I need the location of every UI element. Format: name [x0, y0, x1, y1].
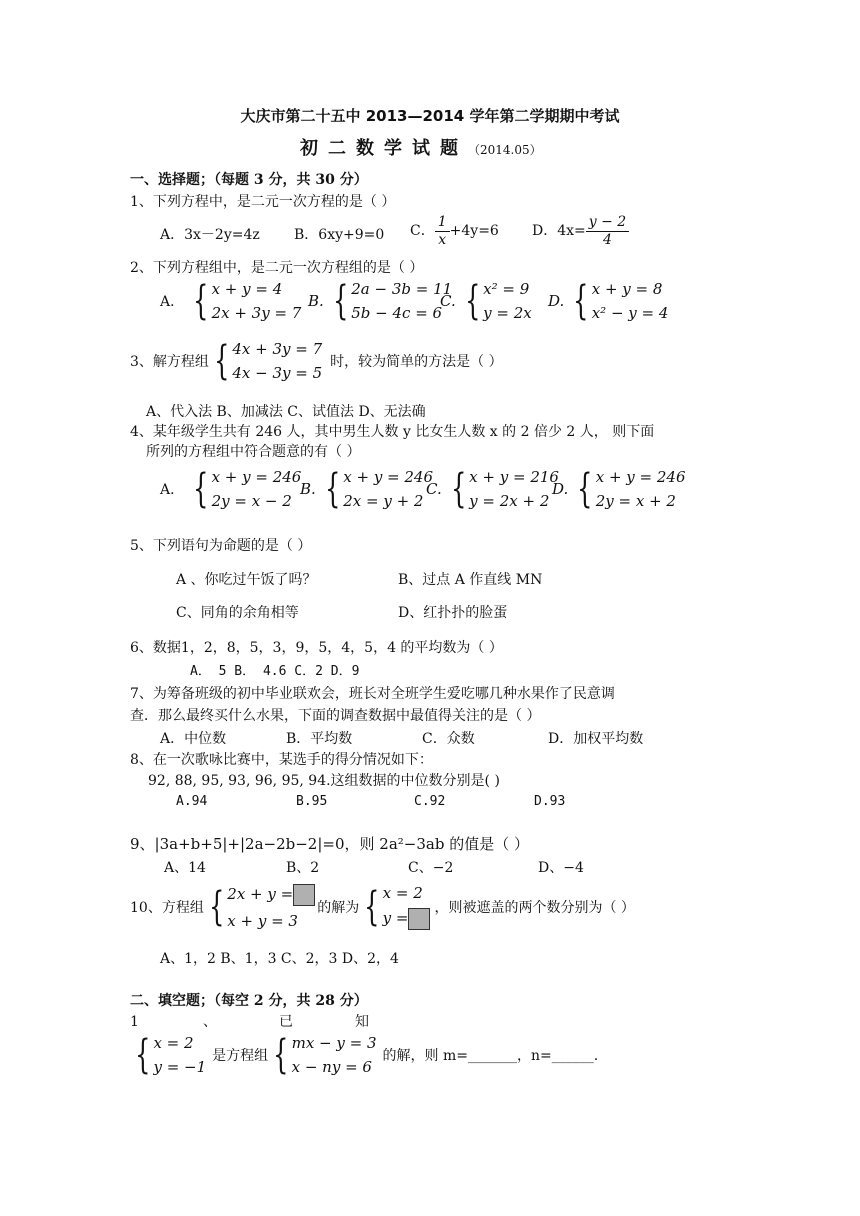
- q1-option-d-fraction: [586, 214, 629, 249]
- q3-prefix: 3、解方程组: [130, 354, 209, 370]
- q10-sol1: x = 2: [382, 884, 423, 902]
- s2-q1-middle: 是方程组: [212, 1048, 269, 1064]
- q2-option-c: [440, 280, 532, 322]
- q3-eq2: 4x − 3y = 5: [232, 364, 323, 382]
- q1-stem: 1、下列方程中，是二元一次方程的是（ ）: [130, 194, 396, 210]
- exam-subtitle-line: [300, 138, 542, 160]
- q1-option-d: [532, 214, 629, 249]
- brace-icon: {: [577, 466, 593, 512]
- q5-option-d: D、红扑扑的脸蛋: [398, 605, 508, 621]
- q3-suffix: 时，较为简单的方法是（ ）: [330, 354, 503, 370]
- q2-option-b: [308, 280, 452, 322]
- q10-line: [130, 884, 635, 930]
- q4-option-d: [552, 468, 686, 510]
- q2-d-eq1: x + y = 8: [591, 280, 663, 298]
- q4-d-label: D.: [552, 480, 569, 498]
- q6-stem: 6、数据1，2，8，5，3，9，5，4，5，4 的平均数为（ ）: [130, 640, 503, 656]
- q4-option-b: [300, 468, 433, 510]
- q9-option-b: B、2: [286, 860, 320, 876]
- q4-d-eq1: x + y = 246: [595, 468, 686, 486]
- q1-d-numerator: y − 2: [586, 214, 629, 232]
- q2-a-eq2: 2x + 3y = 7: [211, 304, 302, 322]
- q1-option-c-label: C．: [410, 222, 435, 239]
- q7-option-c: C．众数: [422, 731, 475, 747]
- q4-option-a: [160, 468, 301, 510]
- q2-b-eq1: 2a − 3b = 11: [351, 280, 453, 298]
- s2-q1-spread-4: 知: [355, 1014, 369, 1030]
- q4-stem-2: 所列的方程组中符合题意的有（ ）: [146, 444, 361, 460]
- q4-c-label: C.: [426, 480, 442, 498]
- q8-option-a: A.94: [176, 794, 208, 809]
- q4-b-label: B.: [300, 480, 316, 498]
- q1-option-b: B．6xy+9=0: [294, 227, 385, 243]
- s2-q1-sys-2: x − ny = 6: [291, 1058, 372, 1076]
- q4-a-eq1: x + y = 246: [211, 468, 302, 486]
- q1-option-c-rest: +4y=6: [449, 222, 499, 239]
- q8-option-b: B.95: [296, 794, 328, 809]
- q1-option-a: A．3x－2y=4z: [160, 227, 260, 243]
- q1-option-c: [410, 214, 499, 249]
- q7-option-a: A．中位数: [160, 731, 227, 747]
- q2-stem: 2、下列方程组中，是二元一次方程组的是（ ）: [130, 260, 424, 276]
- q9-option-a: A、14: [164, 860, 206, 876]
- q10-options: A、1，2 B、1，3 C、2，3 D、2，4: [160, 951, 399, 967]
- brace-icon: {: [450, 466, 467, 512]
- brace-icon: {: [214, 338, 230, 384]
- q10-suffix: ，则被遮盖的两个数分别为（ ）: [434, 900, 635, 916]
- hidden-number-box: [293, 884, 315, 906]
- brace-icon: {: [135, 1032, 151, 1078]
- q4-option-c: [426, 468, 559, 510]
- q7-option-b: B．平均数: [286, 731, 353, 747]
- q5-option-a: A 、你吃过午饭了吗？: [176, 572, 317, 588]
- s2-q1-sys-1: mx − y = 3: [291, 1034, 377, 1052]
- q4-a-label: A．: [160, 482, 185, 498]
- s2-q1-spread-1: 1: [130, 1014, 139, 1030]
- q1-option-d-label: D．4x=: [532, 222, 586, 239]
- q8-option-d: D.93: [534, 794, 566, 809]
- q7-option-d: D．加权平均数: [548, 731, 644, 747]
- q2-d-eq2: x² − y = 4: [591, 304, 669, 322]
- hidden-number-box: [408, 908, 430, 930]
- q4-stem-1: 4、某年级学生共有 246 人，其中男生人数 y 比女生人数 x 的 2 倍少 2 人， 则下面: [130, 424, 655, 440]
- q5-option-b: B、过点 A 作直线 MN: [398, 572, 543, 588]
- q4-a-eq2: 2y = x − 2: [211, 492, 292, 510]
- exam-subtitle: 初二数学试题: [300, 138, 468, 159]
- s2-q1-line: [130, 1034, 598, 1076]
- s2-q1-spread-3: 已: [279, 1014, 293, 1030]
- q2-a-eq1: x + y = 4: [211, 280, 283, 298]
- s2-q1-given-1: x = 2: [153, 1034, 194, 1052]
- brace-icon: {: [573, 278, 589, 324]
- section1-heading: 一、选择题；（每题 3 分，共 30 分）: [130, 172, 368, 188]
- q3-options: A、代入法 B、加减法 C、试值法 D、无法确: [146, 404, 426, 420]
- q2-b-label: B.: [308, 292, 324, 310]
- q8-option-c: C.92: [414, 794, 446, 809]
- q2-option-d: [548, 280, 668, 322]
- q5-stem: 5、下列语句为命题的是（ ）: [130, 538, 312, 554]
- q10-eq2: x + y = 3: [227, 912, 298, 930]
- q2-b-eq2: 5b − 4c = 6: [351, 304, 443, 322]
- q10-prefix: 10、方程组: [130, 900, 204, 916]
- q10-sol2: [383, 908, 431, 930]
- s2-q1-suffix: 的解，则 m=_______，n=______.: [382, 1048, 599, 1064]
- s2-q1-given-2: y = −1: [153, 1058, 207, 1076]
- q4-d-eq2: 2y = x + 2: [595, 492, 676, 510]
- q4-c-eq1: x + y = 216: [469, 468, 559, 486]
- q10-eq1-text: 2x + y =: [227, 885, 294, 903]
- q4-c-eq2: y = 2x + 2: [469, 492, 550, 510]
- q1-c-numerator: 1: [435, 214, 450, 232]
- brace-icon: {: [324, 466, 341, 512]
- brace-icon: {: [464, 278, 481, 324]
- q10-sol2-text: y =: [382, 909, 409, 927]
- q9-stem: 9、|3a+b+5|+|2a−2b−2|=0，则 2a²−3ab 的值是（ ）: [130, 835, 529, 853]
- q2-c-eq2: y = 2x: [483, 304, 532, 322]
- brace-icon: {: [332, 278, 349, 324]
- brace-icon: {: [193, 278, 209, 324]
- q2-c-label: C.: [440, 292, 456, 310]
- q1-c-denominator: x: [438, 231, 447, 248]
- q5-option-c: C、同角的余角相等: [176, 605, 299, 621]
- q4-b-eq1: x + y = 246: [343, 468, 434, 486]
- q8-stem-2: 92, 88, 95, 93, 96, 95, 94.这组数据的中位数分别是( ): [148, 773, 500, 789]
- q3-eq1: 4x + 3y = 7: [232, 340, 323, 358]
- q1-d-denominator: 4: [603, 231, 612, 248]
- section2-heading: 二、填空题；（每空 2 分，共 28 分）: [130, 993, 368, 1009]
- q4-b-eq2: 2x = y + 2: [343, 492, 424, 510]
- q7-stem-2: 查．那么最终买什么水果，下面的调查数据中最值得关注的是（ ）: [130, 708, 541, 724]
- q9-option-c: C、−2: [408, 860, 454, 876]
- q2-option-a: [160, 280, 301, 322]
- brace-icon: {: [364, 884, 380, 930]
- q3-line: [130, 340, 503, 382]
- q8-stem-1: 8、在一次歌咏比赛中，某选手的得分情况如下：: [130, 752, 433, 768]
- brace-icon: {: [208, 884, 225, 930]
- q10-middle: 的解为: [317, 900, 360, 916]
- q2-a-label: A．: [160, 294, 185, 310]
- q10-eq1: [227, 884, 315, 906]
- exam-date: （2014.05）: [468, 143, 542, 157]
- q2-d-label: D.: [548, 292, 565, 310]
- s2-q1-spread-2: 、: [203, 1014, 217, 1030]
- q6-options: A． 5 B． 4.6 C．2 D．9: [190, 664, 360, 679]
- q7-stem-1: 7、为筹备班级的初中毕业联欢会，班长对全班学生爱吃哪几种水果作了民意调: [130, 686, 615, 702]
- exam-title: 大庆市第二十五中 2013—2014 学年第二学期期中考试: [240, 107, 620, 125]
- q9-option-d: D、−4: [538, 860, 584, 876]
- brace-icon: {: [193, 466, 209, 512]
- brace-icon: {: [273, 1032, 289, 1078]
- q2-c-eq1: x² = 9: [483, 280, 530, 298]
- q1-option-c-fraction: [435, 214, 450, 249]
